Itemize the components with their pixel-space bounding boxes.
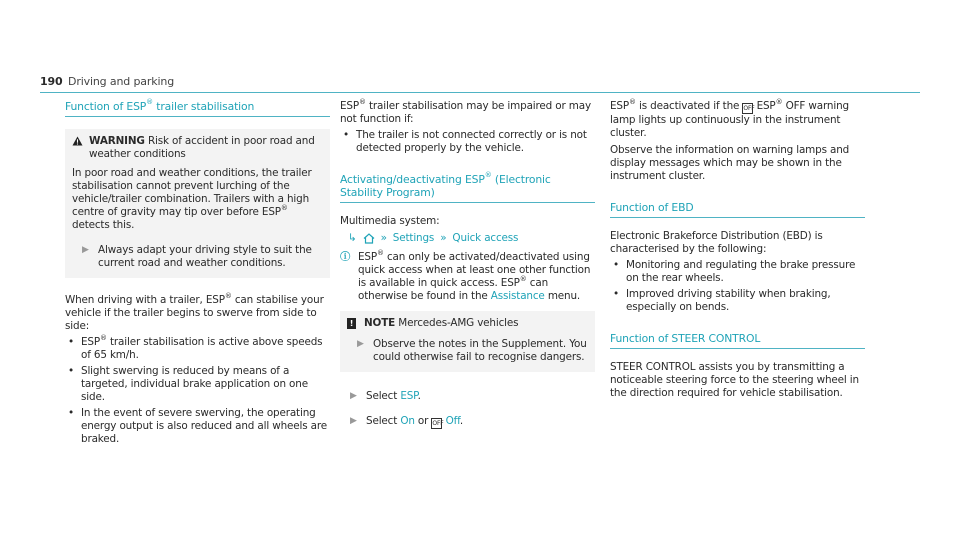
action-arrow-icon: ▶ [350,391,357,401]
path-settings[interactable]: Settings [392,232,435,244]
note-box [340,311,595,372]
trailer-intro: When driving with a trailer, ESP® can stabilise your vehicle if the trailer begins to swerve from side to side: [65,291,324,332]
list-item: • In the event of severe swerving, the operating energy output is also reduced and all wheels are braked. [68,407,328,445]
path-quick-access[interactable]: Quick access [452,232,519,244]
warning-box [65,129,330,278]
path-chevron-icon: » [380,232,387,244]
esp-off-icon: OFF [432,420,444,427]
note-icon: ! [347,318,356,329]
esp-off-icon: OFF [743,105,755,112]
action-arrow-icon: ▶ [357,339,364,349]
ebd-intro: Electronic Brakeforce Distribution (EBD) is characterised by the following: [610,230,823,255]
multimedia-label: Multimedia system: [340,215,440,227]
warning-body: In poor road and weather conditions, the trailer stabilisation cannot prevent lurching of the vehicle/trailer combination. Trailers with a high centre of gravity may tip over before ESP® detects this. [72,167,312,231]
menu-path [340,232,595,245]
list-item: • Improved driving stability when braking, especially on bends. [613,288,831,313]
on-option[interactable]: On [400,415,415,427]
note-title: ! NOTE Mercedes-AMG vehicles [347,317,588,330]
path-arrow-icon: ↳ [348,232,357,244]
observe-text: Observe the information on warning lamps and display messages which may be shown in the instrument cluster. [610,144,850,182]
step-select-esp: ▶ Select ESP. [350,390,421,402]
note-action: ▶ Observe the notes in the Supplement. You could otherwise fail to recognise dangers. [357,338,587,363]
action-arrow-icon: ▶ [82,245,89,255]
steer-control-text: STEER CONTROL assists you by transmitting a noticeable steering force to the steering wheel in the direction required for vehicle stabilisation. [610,361,859,399]
section-heading-steer-control: Function of STEER CONTROL [610,332,865,349]
warning-label: WARNING [89,135,145,147]
list-item: • ESP® trailer stabilisation is active above speeds of 65 km/h. [68,333,323,361]
section-heading-ebd: Function of EBD [610,201,865,218]
info-icon: ⓘ [340,251,351,263]
esp-menu-item[interactable]: ESP [400,390,418,402]
action-arrow-icon: ▶ [350,416,357,426]
page-number: 190 [40,75,63,88]
warning-triangle-icon [72,136,83,146]
warning-action: ▶ Always adapt your driving style to suit the current road and weather conditions. [82,244,312,269]
column-ebd-steer [610,97,865,400]
page-section-title: Driving and parking [68,75,175,88]
info-note: ⓘ ESP® can only be activated/deactivated using quick access when at least one other function is available in quick access. ESP® can otherwise be found in the Assistance menu. [340,248,591,302]
list-item: • Monitoring and regulating the brake pressure on the rear wheels. [613,259,856,284]
impair-text: ESP® trailer stabilisation may be impaired or may not function if: [340,97,591,125]
column-esp-trailer [65,100,330,446]
step-select-on-off: ▶ Select On or OFF Off. [350,415,464,427]
warning-title-text: Risk of accident in poor road and weather conditions [89,135,315,160]
esp-deactivated-text: ESP® is deactivated if the OFF ESP® OFF warning lamp lights up continuously in the instrument cluster. [610,97,849,139]
page-header [40,73,920,93]
warning-title [72,135,323,161]
section-heading-activating-esp: Activating/deactivating ESP® (Electronic Stability Program) [340,173,595,203]
assistance-link[interactable]: Assistance [490,290,545,302]
path-chevron-icon: » [440,232,447,244]
section-heading-esp-trailer: Function of ESP® trailer stabilisation [65,100,330,117]
home-icon[interactable] [363,233,375,244]
list-item: • Slight swerving is reduced by means of a targeted, individual brake application on one side. [68,365,308,403]
off-option[interactable]: Off [445,415,460,427]
column-activating-esp [340,97,595,429]
list-item: • The trailer is not connected correctly or is not detected properly by the vehicle. [343,129,587,154]
note-label: NOTE [364,317,396,329]
